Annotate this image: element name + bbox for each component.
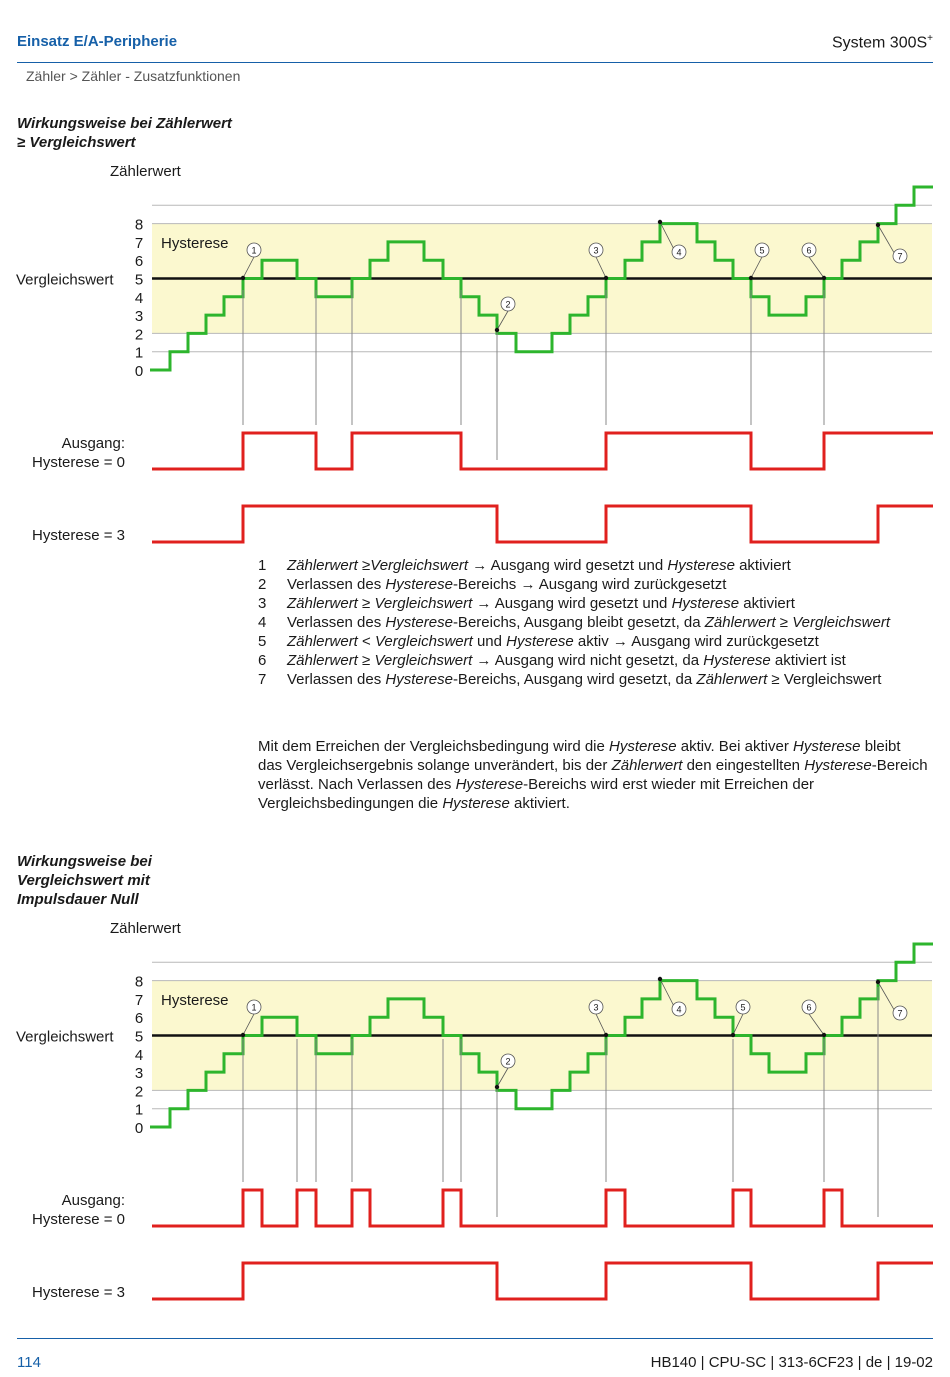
section1-title: Wirkungsweise bei Zählerwert ≥ Vergleichswert [17,115,232,151]
paragraph-run: Hysterese [609,738,677,755]
legend-text [287,651,938,670]
y-tick-label: 1 [134,1101,144,1119]
footer-divider [17,1338,933,1339]
y-tick-label: 8 [134,216,144,234]
legend-text-run: ≥ [357,595,375,612]
output-label-line1: Ausgang: [61,1192,125,1209]
y-tick-label: 7 [134,991,144,1009]
y-tick-label: 0 [134,1120,144,1137]
y-tick-label: 3 [134,308,144,326]
legend-number: 4 [258,614,267,631]
marker-number: 2 [505,299,511,310]
marker-number: 5 [759,245,765,256]
legend-number: 6 [258,652,267,669]
marker-point [495,328,499,332]
output-hysteresis-0 [152,433,933,469]
paragraph-run: Hysterese [442,795,510,812]
legend-text-run: Zählerwert [287,595,358,612]
legend-text [287,632,938,651]
timing-diagram-1 [0,0,950,560]
paragraph-run: aktiv. Bei aktiver [676,738,793,755]
legend-text-run: → Ausgang wird gesetzt und [468,557,668,574]
legend-number: 2 [258,576,267,593]
legend-text-run: Zählerwert [696,671,768,688]
legend-text-run: Hysterese [667,557,735,574]
y-tick-label: 7 [134,234,144,252]
y-tick-label: 5 [134,271,144,289]
marker-number: 7 [897,1008,903,1019]
legend-text-run: Zählerwert [704,614,776,631]
paragraph-run: Hysterese [804,757,872,774]
legend-text-run: Verlassen des [287,614,386,631]
legend-number: 7 [258,671,267,688]
legend-text-run: Verlassen des [287,671,386,688]
legend-item [258,575,938,594]
marker-number: 6 [806,1002,812,1013]
marker-number: 4 [676,247,682,258]
marker-point [822,276,826,280]
legend-text-run: Vergleichswert [792,614,891,631]
legend-text-run: Hysterese [671,595,740,612]
doc-id: HB140 | CPU-SC | 313-6CF23 | de | 19-02 [650,1354,933,1371]
legend-text-run: aktiviert ist [770,652,846,669]
system-superscript: + [927,33,933,44]
legend-text [287,594,938,613]
paragraph-run: den eingestellten [682,757,805,774]
legend-text-run: Verlassen des [287,576,386,593]
header-title: Einsatz E/A-Peripherie [17,33,178,50]
y-tick-label: 1 [134,344,144,362]
marker-point [731,1033,735,1037]
hysteresis-label: Hysterese [161,992,229,1009]
marker-number: 3 [593,245,599,256]
legend-text-run: ≥ Vergleichswert [767,671,882,688]
paragraph-run: bleibt das Vergleichsergebnis solange unverändert, bis der [258,738,901,774]
y-tick-label: 8 [134,973,144,991]
marker-number: 5 [740,1002,746,1013]
legend-item [258,594,938,613]
marker-number: 2 [505,1056,511,1067]
legend-item [258,651,938,670]
paragraph-run: Mit dem Erreichen der Vergleichsbedingung wird die [258,738,610,755]
legend-text-run: und [472,633,507,650]
legend-item [258,613,938,632]
y-tick-label: 4 [134,289,144,307]
marker-number: 6 [806,245,812,256]
legend-item [258,632,938,651]
marker-point [822,1033,826,1037]
legend-text-run: aktiviert [734,557,791,574]
legend-text-run: aktiviert [739,595,795,612]
legend-text [287,556,938,575]
legend-text-run: Hysterese [385,671,453,688]
paragraph-run: Zählerwert [611,757,683,774]
legend-text [287,670,938,689]
legend-text-run: → Ausgang wird nicht gesetzt, da [472,652,704,669]
output-label-line2: Hysterese = 0 [32,454,125,471]
marker-number: 3 [593,1002,599,1013]
legend-text-run: ≥ [357,652,375,669]
legend-number: 3 [258,595,267,612]
section2-title: Wirkungsweise bei Vergleichswert mit Impulsdauer Null [17,853,152,908]
y-axis-title: Zählerwert [110,163,181,180]
marker-point [604,1033,608,1037]
marker-number: 1 [251,1002,257,1013]
system-name: System 300S [832,34,928,52]
paragraph-run: -Bereich verlässt. Nach Verlassen des [258,757,928,793]
legend-text-run: Hysterese [385,614,453,631]
output-hysteresis-3 [152,506,933,542]
legend-item [258,670,938,689]
output-label-line2: Hysterese = 0 [32,1211,125,1228]
paragraph-run: -Bereichs wird erst wieder mit Erreichen der Vergleichsbedingungen die [258,776,815,812]
marker-number: 7 [897,251,903,262]
legend-text-run: -Bereichs, Ausgang bleibt gesetzt, da [452,614,705,631]
y-tick-label: 0 [134,363,144,380]
legend-text-run: Zählerwert [287,652,358,669]
output-hysteresis-0 [152,1190,933,1226]
legend-text-run: Hysterese [703,652,771,669]
legend-text-run: Vergleichswert [370,557,469,574]
marker-point [241,1033,245,1037]
marker-point [658,977,662,981]
marker-point [749,276,753,280]
legend-text-run: Zählerwert [287,557,358,574]
marker-point [495,1085,499,1089]
legend-text-run: < [357,633,375,650]
y-tick-label: 2 [134,326,144,344]
legend-text-run: -Bereichs → Ausgang wird zurückgesetzt [452,576,727,593]
legend-text-run: Hysterese [506,633,574,650]
marker-point [876,980,880,984]
legend-text-run: Vergleichswert [374,652,473,669]
paragraph-run: Hysterese [793,738,861,755]
marker-number: 1 [251,245,257,256]
marker-point [241,276,245,280]
legend-number: 5 [258,633,267,650]
marker-point [658,220,662,224]
legend-number: 1 [258,557,267,574]
marker-point [604,276,608,280]
legend-text [287,575,938,594]
legend-text-run: ≥ [775,614,793,631]
legend-text [287,613,938,632]
page-number: 114 [17,1354,41,1371]
legend-text-run: Vergleichswert [374,633,473,650]
legend-text-run: Hysterese [385,576,453,593]
marker-point [876,223,880,227]
y-tick-label: 3 [134,1065,144,1083]
compare-label: Vergleichswert [16,1028,114,1046]
output2-label: Hysterese = 3 [32,527,125,544]
breadcrumb: Zähler > Zähler - Zusatzfunktionen [26,68,241,84]
marker-number: 4 [676,1004,682,1015]
y-axis-title: Zählerwert [110,920,181,937]
legend-text-run: -Bereichs, Ausgang wird gesetzt, da [452,671,697,688]
legend-text-run: Zählerwert [287,633,358,650]
output-label-line1: Ausgang: [61,435,125,452]
y-tick-label: 6 [134,1010,144,1028]
y-tick-label: 6 [134,253,144,271]
y-tick-label: 4 [134,1046,144,1064]
legend-text-run: ≥ [357,557,371,574]
legend-text-run: aktiv → Ausgang wird zurückgesetzt [573,633,819,650]
legend-item [258,556,938,575]
paragraph-run: Hysterese [455,776,524,793]
output2-label: Hysterese = 3 [32,1284,125,1301]
paragraph-run: aktiviert. [509,795,570,812]
compare-label: Vergleichswert [16,271,114,289]
timing-diagram-2 [0,757,950,1317]
hysteresis-label: Hysterese [161,235,229,252]
y-tick-label: 5 [134,1028,144,1046]
output-hysteresis-3 [152,1263,933,1299]
legend-list [258,556,938,689]
y-tick-label: 2 [134,1083,144,1101]
legend-text-run: Vergleichswert [374,595,473,612]
legend-text-run: → Ausgang wird gesetzt und [472,595,672,612]
